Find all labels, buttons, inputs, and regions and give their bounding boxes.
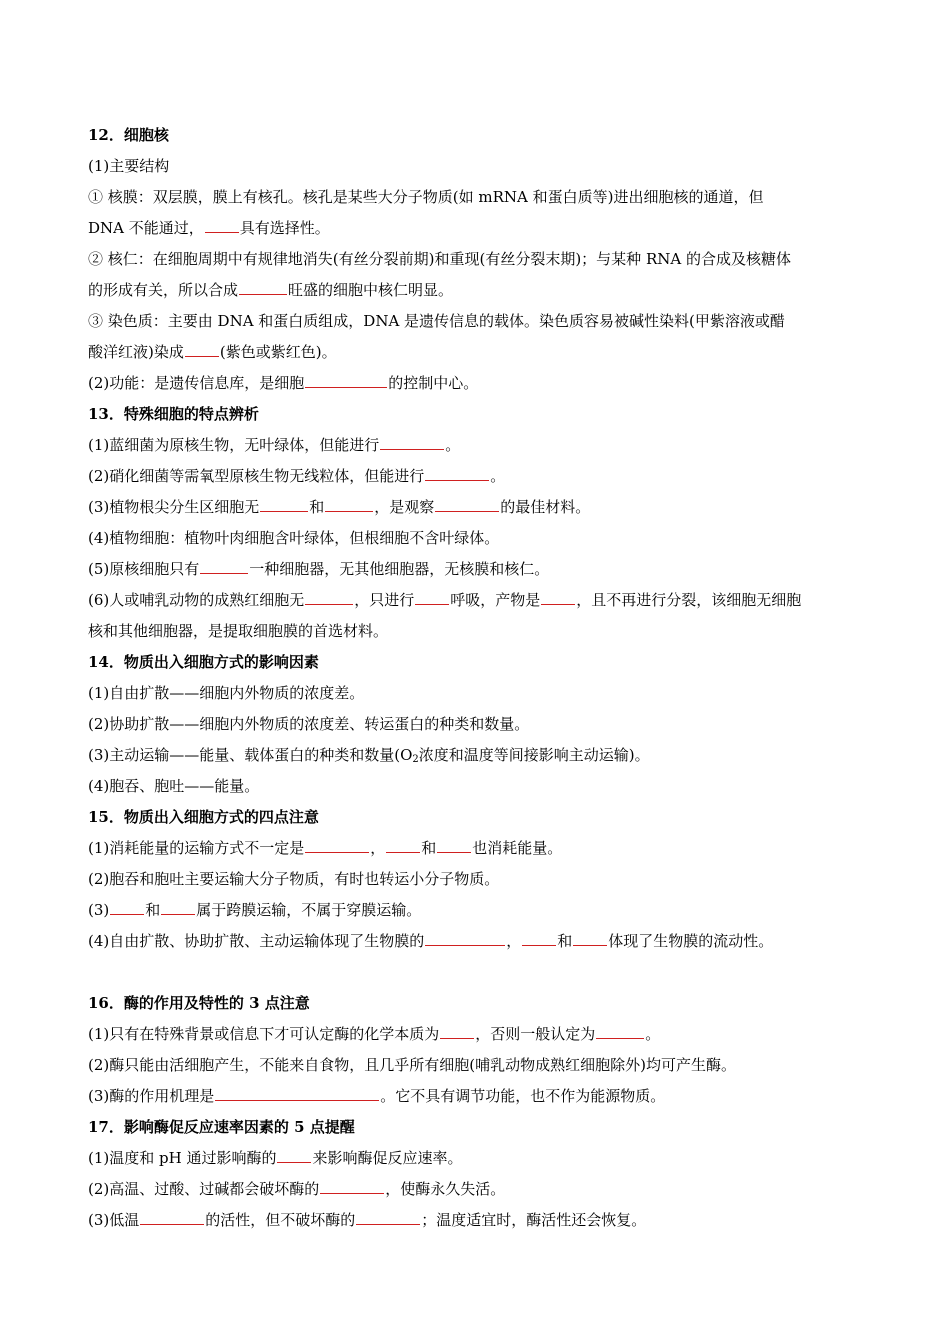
fill-blank <box>435 493 499 512</box>
s12-line-b1: ① 核膜：双层膜，膜上有核孔。核孔是某些大分子物质(如 mRNA 和蛋白质等)进出细胞核的通道，但 <box>88 188 764 206</box>
fill-blank <box>356 1206 420 1225</box>
text: (3)主动运输——能量、载体蛋白的种类和数量(O <box>88 746 413 764</box>
text: (1)温度和 pH 通过影响酶的 <box>88 1149 277 1167</box>
fill-blank <box>522 927 556 946</box>
fill-blank <box>425 927 505 946</box>
fill-blank <box>260 493 308 512</box>
text: 呼吸，产物是 <box>450 591 541 609</box>
fill-blank <box>110 896 144 915</box>
text: 也消耗能量。 <box>472 839 563 857</box>
fill-blank <box>215 1082 379 1101</box>
s15-line-3 <box>88 895 864 926</box>
document-page <box>88 120 864 1236</box>
fill-blank <box>325 493 373 512</box>
section-16-heading: 16．酶的作用及特性的 3 点注意 <box>88 994 310 1012</box>
text: 和 <box>145 901 161 919</box>
fill-blank <box>440 1020 474 1039</box>
text: 和 <box>421 839 437 857</box>
text: (2)功能：是遗传信息库，是细胞 <box>88 374 305 392</box>
s12-line-d2 <box>88 337 864 368</box>
fill-blank <box>573 927 607 946</box>
text: 的控制中心。 <box>388 374 479 392</box>
s14-line-4: (4)胞吞、胞吐——能量。 <box>88 777 260 795</box>
fill-blank <box>320 1175 384 1194</box>
s16-line-1 <box>88 1019 864 1050</box>
s13-line-4: (4)植物细胞：植物叶肉细胞含叶绿体，但根细胞不含叶绿体。 <box>88 529 500 547</box>
section-13-heading: 13．特殊细胞的特点辨析 <box>88 405 259 423</box>
s12-line-e <box>88 368 864 399</box>
text: (4)自由扩散、协助扩散、主动运输体现了生物膜的 <box>88 932 425 950</box>
text: ，是观察 <box>374 498 435 516</box>
fill-blank <box>305 369 387 388</box>
text: 属于跨膜运输，不属于穿膜运输。 <box>196 901 422 919</box>
text: 的最佳材料。 <box>500 498 591 516</box>
text: 浓度和温度等间接影响主动运输)。 <box>418 746 650 764</box>
text: ；温度适宜时，酶活性还会恢复。 <box>421 1211 647 1229</box>
fill-blank <box>596 1020 644 1039</box>
fill-blank <box>277 1144 311 1163</box>
text: ，使酶永久失活。 <box>385 1180 506 1198</box>
fill-blank <box>305 586 353 605</box>
text: (1)只有在特殊背景或信息下才可认定酶的化学本质为 <box>88 1025 440 1043</box>
s16-line-2: (2)酶只能由活细胞产生，不能来自食物，且几乎所有细胞(哺乳动物成熟红细胞除外)均可产生酶。 <box>88 1056 736 1074</box>
text: ， <box>506 932 522 950</box>
fill-blank <box>415 586 449 605</box>
s12-line-a: (1)主要结构 <box>88 157 170 175</box>
text: (1)蓝细菌为原核生物，无叶绿体，但能进行 <box>88 436 380 454</box>
text: 体现了生物膜的流动性。 <box>608 932 774 950</box>
text: (3)植物根尖分生区细胞无 <box>88 498 260 516</box>
s13-line-1 <box>88 430 864 461</box>
text: 旺盛的细胞中核仁明显。 <box>288 281 454 299</box>
section-spacer <box>88 957 864 988</box>
text: ， <box>370 839 386 857</box>
s16-line-3 <box>88 1081 864 1112</box>
text: ，否则一般认定为 <box>475 1025 596 1043</box>
text: 来影响酶促反应速率。 <box>312 1149 463 1167</box>
text: (3)酶的作用机理是 <box>88 1087 215 1105</box>
text: ，且不再进行分裂，该细胞无细胞 <box>576 591 802 609</box>
text: (紫色或紫红色)。 <box>219 343 337 361</box>
s15-line-2: (2)胞吞和胞吐主要运输大分子物质，有时也转运小分子物质。 <box>88 870 500 888</box>
s15-line-1 <box>88 833 864 864</box>
fill-blank <box>380 431 444 450</box>
fill-blank <box>239 276 287 295</box>
s13-line-6 <box>88 585 864 616</box>
text: (2)高温、过酸、过碱都会破坏酶的 <box>88 1180 320 1198</box>
text: 一种细胞器，无其他细胞器，无核膜和核仁。 <box>249 560 550 578</box>
text: (1)消耗能量的运输方式不一定是 <box>88 839 305 857</box>
section-17-heading: 17．影响酶促反应速率因素的 5 点提醒 <box>88 1118 355 1136</box>
s13-line-7: 核和其他细胞器，是提取细胞膜的首选材料。 <box>88 622 389 640</box>
text: 酸洋红液)染成 <box>88 343 184 361</box>
subscript: 2 <box>412 754 419 765</box>
s17-line-1 <box>88 1143 864 1174</box>
s12-line-d1: ③ 染色质：主要由 DNA 和蛋白质组成，DNA 是遗传信息的载体。染色质容易被碱性染料(甲紫溶液或醋 <box>88 312 785 330</box>
text: (2)硝化细菌等需氧型原核生物无线粒体，但能进行 <box>88 467 425 485</box>
fill-blank <box>185 338 219 357</box>
fill-blank <box>140 1206 204 1225</box>
text: (6)人或哺乳动物的成熟红细胞无 <box>88 591 305 609</box>
text: 。 <box>445 436 461 454</box>
s13-line-5 <box>88 554 864 585</box>
fill-blank <box>205 214 239 233</box>
s14-line-2: (2)协助扩散——细胞内外物质的浓度差、转运蛋白的种类和数量。 <box>88 715 530 733</box>
text: (5)原核细胞只有 <box>88 560 200 578</box>
fill-blank <box>161 896 195 915</box>
section-14-heading: 14．物质出入细胞方式的影响因素 <box>88 653 319 671</box>
s12-line-b2 <box>88 213 864 244</box>
text: 。 <box>645 1025 661 1043</box>
fill-blank <box>305 834 369 853</box>
text: 。 <box>490 467 506 485</box>
fill-blank <box>386 834 420 853</box>
s13-line-3 <box>88 492 864 523</box>
s14-line-3 <box>88 740 864 771</box>
section-15-heading: 15．物质出入细胞方式的四点注意 <box>88 808 319 826</box>
s12-line-c1: ② 核仁：在细胞周期中有规律地消失(有丝分裂前期)和重现(有丝分裂末期)；与某种 RNA 的合成及核糖体 <box>88 250 791 268</box>
fill-blank <box>541 586 575 605</box>
text: 和 <box>557 932 573 950</box>
fill-blank <box>425 462 489 481</box>
text: 的活性，但不破坏酶的 <box>205 1211 356 1229</box>
s15-line-4 <box>88 926 864 957</box>
section-12-heading: 12．细胞核 <box>88 126 169 144</box>
text: 具有选择性。 <box>239 219 330 237</box>
text: DNA 不能通过， <box>88 219 204 237</box>
s14-line-1: (1)自由扩散——细胞内外物质的浓度差。 <box>88 684 365 702</box>
s13-line-2 <box>88 461 864 492</box>
text: (3)低温 <box>88 1211 140 1229</box>
text: (3) <box>88 901 110 919</box>
text: 和 <box>309 498 325 516</box>
text: 的形成有关，所以合成 <box>88 281 239 299</box>
fill-blank <box>200 555 248 574</box>
s17-line-3 <box>88 1205 864 1236</box>
text: 。它不具有调节功能，也不作为能源物质。 <box>380 1087 666 1105</box>
text: ，只进行 <box>354 591 415 609</box>
s17-line-2 <box>88 1174 864 1205</box>
fill-blank <box>437 834 471 853</box>
s12-line-c2 <box>88 275 864 306</box>
